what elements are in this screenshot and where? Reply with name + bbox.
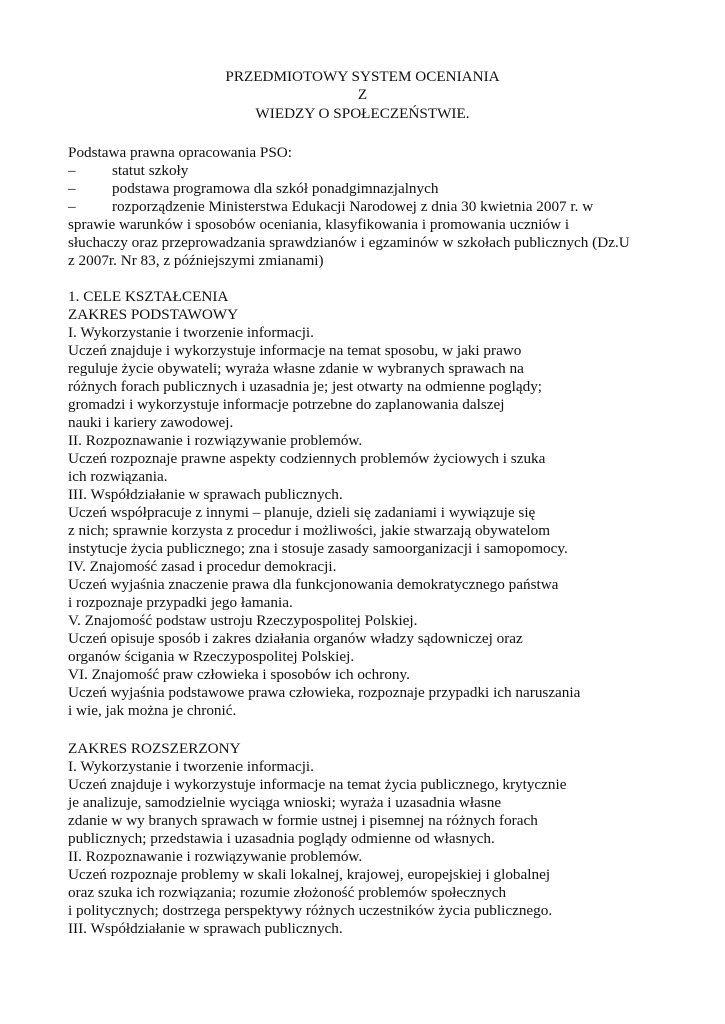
subsection-heading: I. Wykorzystanie i tworzenie informacji.: [68, 758, 314, 775]
legal-basis-continuation: z 2007r. Nr 83, z późniejszymi zmianami): [68, 252, 324, 269]
legal-basis-item: podstawa programowa dla szkół ponadgimnazjalnych: [112, 180, 439, 197]
list-dash: –: [68, 180, 76, 197]
body-line: Uczeń rozpoznaje prawne aspekty codziennych problemów życiowych i szuka: [68, 450, 546, 467]
body-line: zdanie w wy branych sprawach w formie ustnej i pisemnej na różnych forach: [68, 812, 538, 829]
legal-basis-continuation: sprawie warunków i sposobów oceniania, klasyfikowania i promowania uczniów i: [68, 216, 570, 233]
body-line: z nich; sprawnie korzysta z procedur i możliwości, jakie stwarzają obywatelom: [68, 522, 551, 539]
subsection-heading: III. Współdziałanie w sprawach publicznych.: [68, 486, 343, 503]
subsection-heading: V. Znajomość podstaw ustroju Rzeczypospolitej Polskiej.: [68, 612, 418, 629]
legal-basis-item: statut szkoły: [112, 162, 189, 179]
body-line: Uczeń wyjaśnia znaczenie prawa dla funkcjonowania demokratycznego państwa: [68, 576, 559, 593]
body-line: nauki i kariery zawodowej.: [68, 414, 234, 431]
body-line: i rozpoznaje przypadki jego łamania.: [68, 594, 293, 611]
doc-title-line-1: PRZEDMIOTOWY SYSTEM OCENIANIA: [225, 68, 500, 85]
list-dash: –: [68, 162, 76, 179]
subsection-heading: III. Współdziałanie w sprawach publicznych.: [68, 920, 343, 937]
body-line: Uczeń wyjaśnia podstawowe prawa człowieka, rozpoznaje przypadki ich naruszania: [68, 684, 581, 701]
body-line: Uczeń znajduje i wykorzystuje informacje na temat życia publicznego, krytycznie: [68, 776, 567, 793]
subsection-heading: II. Rozpoznawanie i rozwiązywanie problemów.: [68, 432, 363, 449]
subsection-heading: I. Wykorzystanie i tworzenie informacji.: [68, 324, 314, 341]
legal-basis-heading: Podstawa prawna opracowania PSO:: [68, 144, 292, 161]
body-line: publicznych; przedstawia i uzasadnia poglądy odmienne od własnych.: [68, 830, 495, 847]
body-line: i politycznych; dostrzega perspektywy różnych uczestników życia publicznego.: [68, 902, 553, 919]
subsection-heading: VI. Znajomość praw człowieka i sposobów ich ochrony.: [68, 666, 410, 683]
subsection-heading: II. Rozpoznawanie i rozwiązywanie problemów.: [68, 848, 363, 865]
body-line: je analizuje, samodzielnie wyciąga wnioski; wyraża i uzasadnia własne: [68, 794, 502, 811]
body-line: oraz szuka ich rozwiązania; rozumie złożoność problemów społecznych: [68, 884, 507, 901]
body-line: Uczeń rozpoznaje problemy w skali lokalnej, krajowej, europejskiej i globalnej: [68, 866, 551, 883]
scope-heading: ZAKRES PODSTAWOWY: [68, 306, 239, 323]
body-line: różnych forach publicznych i uzasadnia je; jest otwarty na odmienne poglądy;: [68, 378, 543, 395]
doc-title-line-2: Z: [357, 86, 368, 103]
subsection-heading: IV. Znajomość zasad i procedur demokracji.: [68, 558, 337, 575]
body-line: Uczeń współpracuje z innymi – planuje, dzieli się zadaniami i wywiązuje się: [68, 504, 536, 521]
list-dash: –: [68, 198, 76, 215]
body-line: Uczeń opisuje sposób i zakres działania organów władzy sądowniczej oraz: [68, 630, 523, 647]
legal-basis-item: rozporządzenie Ministerstwa Edukacji Narodowej z dnia 30 kwietnia 2007 r. w: [112, 198, 594, 215]
body-line: i wie, jak można je chronić.: [68, 702, 237, 719]
section-heading: 1. CELE KSZTAŁCENIA: [68, 288, 229, 305]
legal-basis-continuation: słuchaczy oraz przeprowadzania sprawdzianów i egzaminów w szkołach publicznych (Dz.U: [68, 234, 630, 251]
body-line: reguluje życie obywateli; wyraża własne zdanie w wybranych sprawach na: [68, 360, 524, 377]
body-line: gromadzi i wykorzystuje informacje potrzebne do zaplanowania dalszej: [68, 396, 505, 413]
scope-heading: ZAKRES ROZSZERZONY: [68, 740, 241, 757]
doc-title-line-3: WIEDZY O SPOŁECZEŃSTWIE.: [255, 105, 470, 122]
body-line: ich rozwiązania.: [68, 468, 168, 485]
body-line: instytucje życia publicznego; zna i stosuje zasady samoorganizacji i samopomocy.: [68, 540, 568, 557]
body-line: Uczeń znajduje i wykorzystuje informacje na temat sposobu, w jaki prawo: [68, 342, 522, 359]
body-line: organów ścigania w Rzeczypospolitej Polskiej.: [68, 648, 355, 665]
